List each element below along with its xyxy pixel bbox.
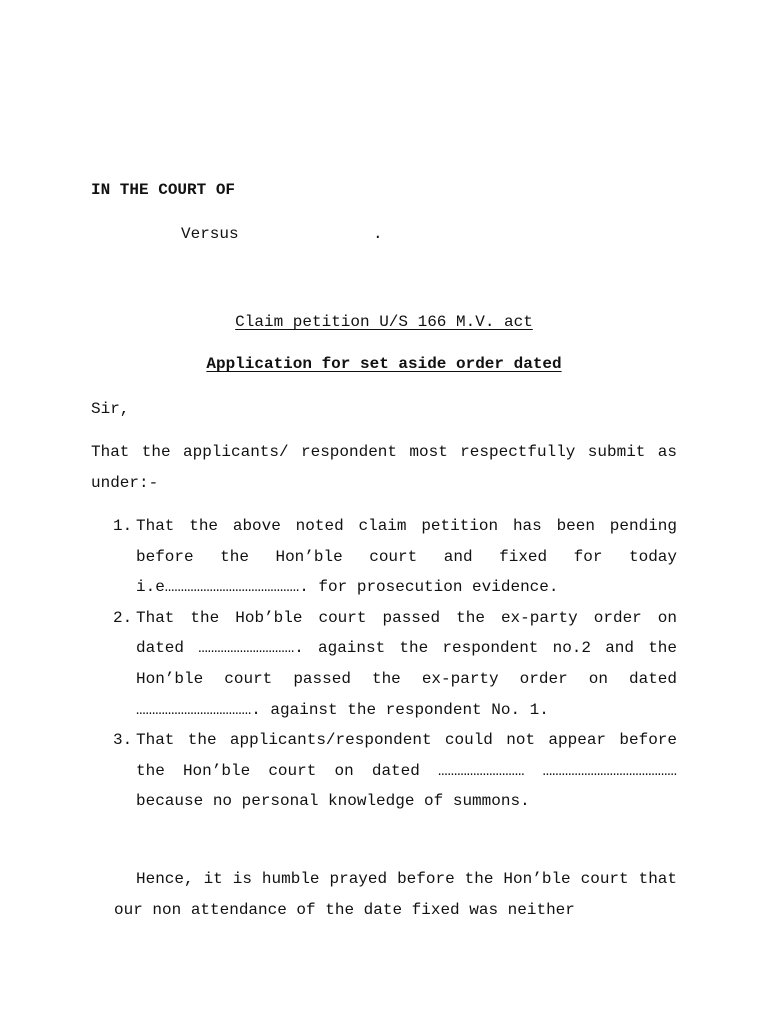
court-heading: IN THE COURT OF — [91, 181, 236, 199]
salutation: Sir, — [91, 400, 130, 418]
point-text: That the applicants/respondent could not appear before the Hon’ble court on dated ……………………… …………………………………… because no personal knowledge of summons. — [136, 731, 677, 811]
intro-paragraph: That the applicants/ respondent most respectfully submit as under:- — [91, 443, 677, 492]
list-item — [91, 511, 677, 603]
application-title-text: Application for set aside order dated — [206, 355, 562, 373]
point-number: 1. — [113, 517, 133, 535]
versus-label: Versus — [181, 225, 239, 243]
point-number: 3. — [113, 731, 133, 750]
claim-line-text: Claim petition U/S 166 M.V. act — [235, 313, 533, 331]
numbered-points — [91, 511, 677, 817]
list-item — [91, 603, 677, 725]
list-item — [91, 725, 677, 817]
versus-trailing-mark: . — [373, 225, 383, 243]
claim-line — [0, 312, 768, 332]
application-title — [0, 354, 768, 374]
point-text: That the Hob’ble court passed the ex-party order on dated …………………………. against the respondent no.2 and the Hon’ble court passed the ex-party order on dated ………………………………. against the respondent No. 1. — [136, 608, 677, 719]
point-text: That the above noted claim petition has been pending before the Hon’ble court and fixed for today i.e……………………………………. for prosecution evidence. — [136, 517, 677, 597]
point-number: 2. — [113, 608, 133, 627]
closing-paragraph: Hence, it is humble prayed before the Hon’ble court that our non attendance of the date fixed was neither — [114, 870, 677, 919]
